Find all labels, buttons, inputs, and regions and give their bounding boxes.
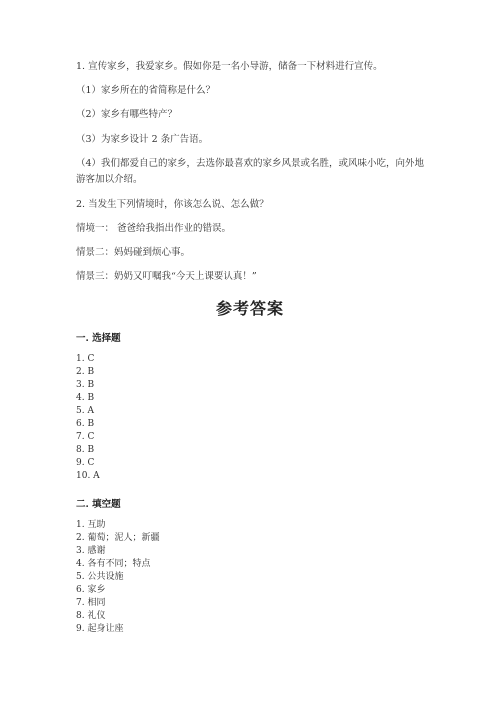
answer-item: 6. 家乡 [76,585,106,595]
section-fill-heading: 二. 填空题 [76,499,121,510]
scenario-2: 情景二：妈妈碰到烦心事。 [76,247,191,258]
answer-item: 3. B [76,380,95,390]
answer-item: 4. B [76,393,95,403]
answer-item: 3. 感谢 [76,546,106,556]
answer-item: 7. C [76,432,95,442]
answer-item: 9. 起身让座 [76,624,124,634]
answer-title: 参考答案 [215,299,284,318]
answer-item: 8. B [76,445,95,455]
answer-item: 4. 各有不同；特点 [76,559,151,569]
question-1-sub-1: （1）家乡所在的省简称是什么？ [76,85,216,96]
answer-item: 6. B [76,419,95,429]
question-2-text: 2. 当发生下列情境时，你该怎么说、怎么做？ [76,199,269,210]
answer-item: 10. A [76,471,100,481]
answer-item: 1. C [76,354,95,364]
answer-item: 7. 相同 [76,598,106,608]
answer-item: 2. B [76,367,95,377]
question-1-text: 1. 宣传家乡，我爱家乡。假如你是一名小导游，储备一下材料进行宣传。 [76,61,383,72]
question-1-sub-3: （3）为家乡设计 2 条广告语。 [76,134,209,145]
scenario-1: 情境一： 爸爸给我指出作业的错误。 [76,223,232,234]
answer-item: 5. 公共设施 [76,572,124,582]
answer-item: 9. C [76,458,95,468]
scenario-3: 情景三：奶奶又叮嘱我“今天上课要认真！” [76,271,257,282]
answer-item: 8. 礼仪 [76,611,106,621]
answer-item: 5. A [76,406,94,416]
question-1-sub-4: （4）我们都爱自己的家乡，去选你最喜欢的家乡风景或名胜，或风味小吃，向外地游客加以介绍。 [76,158,425,185]
section-choice-heading: 一. 选择题 [76,333,121,344]
answer-item: 1. 互助 [76,520,106,530]
question-1-sub-2: （2）家乡有哪些特产？ [76,109,178,120]
answer-item: 2. 葡萄；泥人；新疆 [76,533,160,543]
